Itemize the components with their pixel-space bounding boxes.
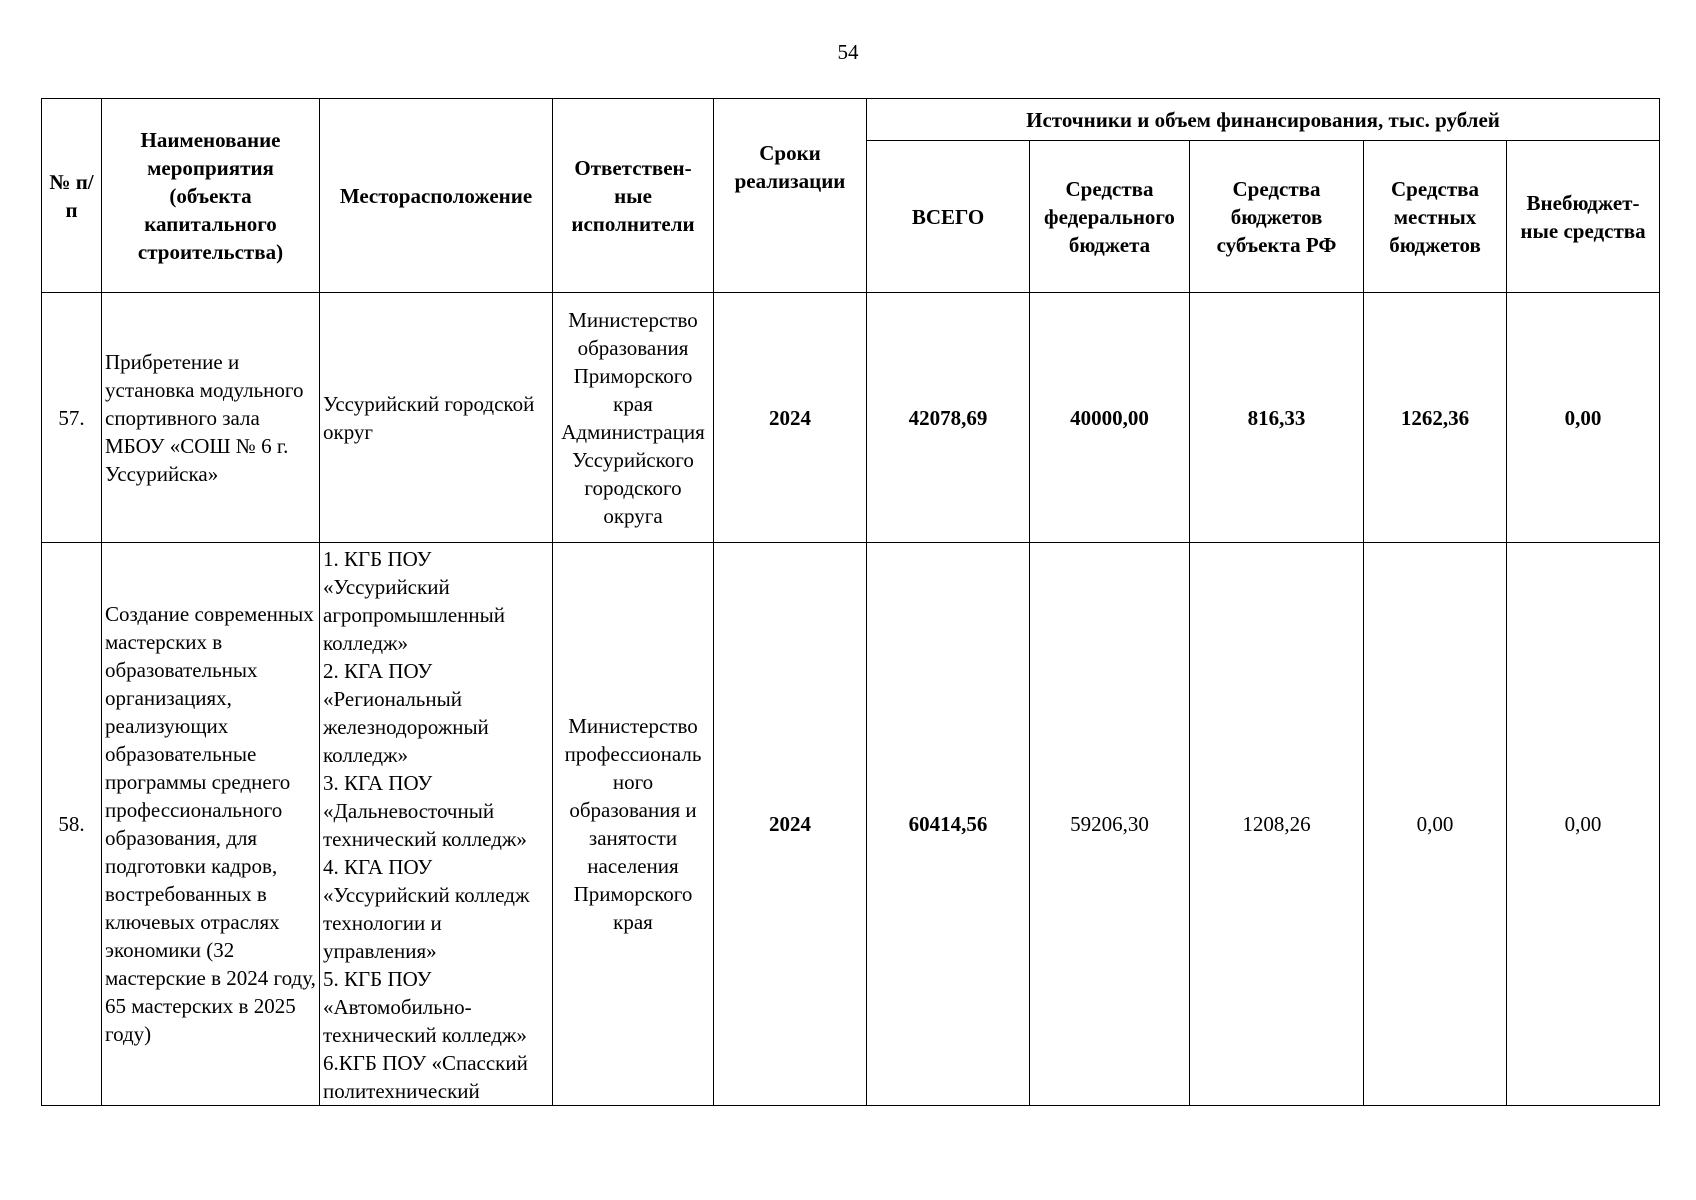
header-local: Средства местных бюджетов: [1364, 141, 1507, 293]
location-item: 6.КГБ ПОУ «Спасский политехнический: [323, 1051, 528, 1103]
row-num: 58.: [42, 543, 102, 1106]
row-local: 1262,36: [1364, 293, 1507, 543]
row-terms: 2024: [714, 543, 867, 1106]
row-location: [320, 543, 553, 1106]
row-total: 60414,56: [867, 543, 1030, 1106]
header-federal: Средства федерального бюджета: [1030, 141, 1190, 293]
row-location: Уссурийский городской округ: [320, 293, 553, 543]
row-federal: 59206,30: [1030, 543, 1190, 1106]
location-item: 1. КГБ ПОУ «Уссурийский агропромышленный колледж»: [323, 547, 505, 655]
header-total: ВСЕГО: [867, 141, 1030, 293]
row-terms: 2024: [714, 293, 867, 543]
location-item: 5. КГБ ПОУ «Автомобильно-технический колледж»: [323, 967, 527, 1047]
table-row: [42, 543, 1660, 1106]
row-federal: 40000,00: [1030, 293, 1190, 543]
header-name: Наименование мероприятия (объекта капитального строительства): [102, 99, 320, 293]
header-location: Месторасположение: [320, 99, 553, 293]
location-item: 4. КГА ПОУ «Уссурийский колледж технологии и управления»: [323, 855, 530, 963]
row-extrabudget: 0,00: [1507, 293, 1660, 543]
header-sources-group: Источники и объем финансирования, тыс. рублей: [867, 99, 1660, 141]
row-num: 57.: [42, 293, 102, 543]
header-subject: Средства бюджетов субъекта РФ: [1190, 141, 1364, 293]
row-subject: 1208,26: [1190, 543, 1364, 1106]
header-num: № п/п: [42, 99, 102, 293]
row-name: Прибретение и установка модульного спортивного зала МБОУ «СОШ № 6 г. Уссурийска»: [102, 293, 320, 543]
row-responsible: Министерство профессиональ ного образования и занятости населения Приморского края: [553, 543, 714, 1106]
page-number: 54: [837, 40, 859, 64]
table-row: [42, 293, 1660, 543]
header-terms: Сроки реализации: [714, 99, 867, 293]
row-total: 42078,69: [867, 293, 1030, 543]
row-subject: 816,33: [1190, 293, 1364, 543]
header-responsible: Ответствен-ные исполнители: [553, 99, 714, 293]
row-name: Создание современных мастерских в образовательных организациях, реализующих образовательные программы среднего профессионального образования, для подготовки кадров, востребованных в ключевых отраслях экономики (32 мастерские в 2024 году, 65 мастерских в 2025 году): [102, 543, 320, 1106]
location-item: 3. КГА ПОУ «Дальневосточный технический колледж»: [323, 771, 527, 851]
financing-table: [41, 98, 1660, 1106]
row-responsible: Министерство образования Приморского края Администрация Уссурийского городского округа: [553, 293, 714, 543]
row-local: 0,00: [1364, 543, 1507, 1106]
header-extrabudget: Внебюджет-ные средства: [1507, 141, 1660, 293]
location-item: 2. КГА ПОУ «Региональный железнодорожный колледж»: [323, 659, 489, 767]
row-extrabudget: 0,00: [1507, 543, 1660, 1106]
